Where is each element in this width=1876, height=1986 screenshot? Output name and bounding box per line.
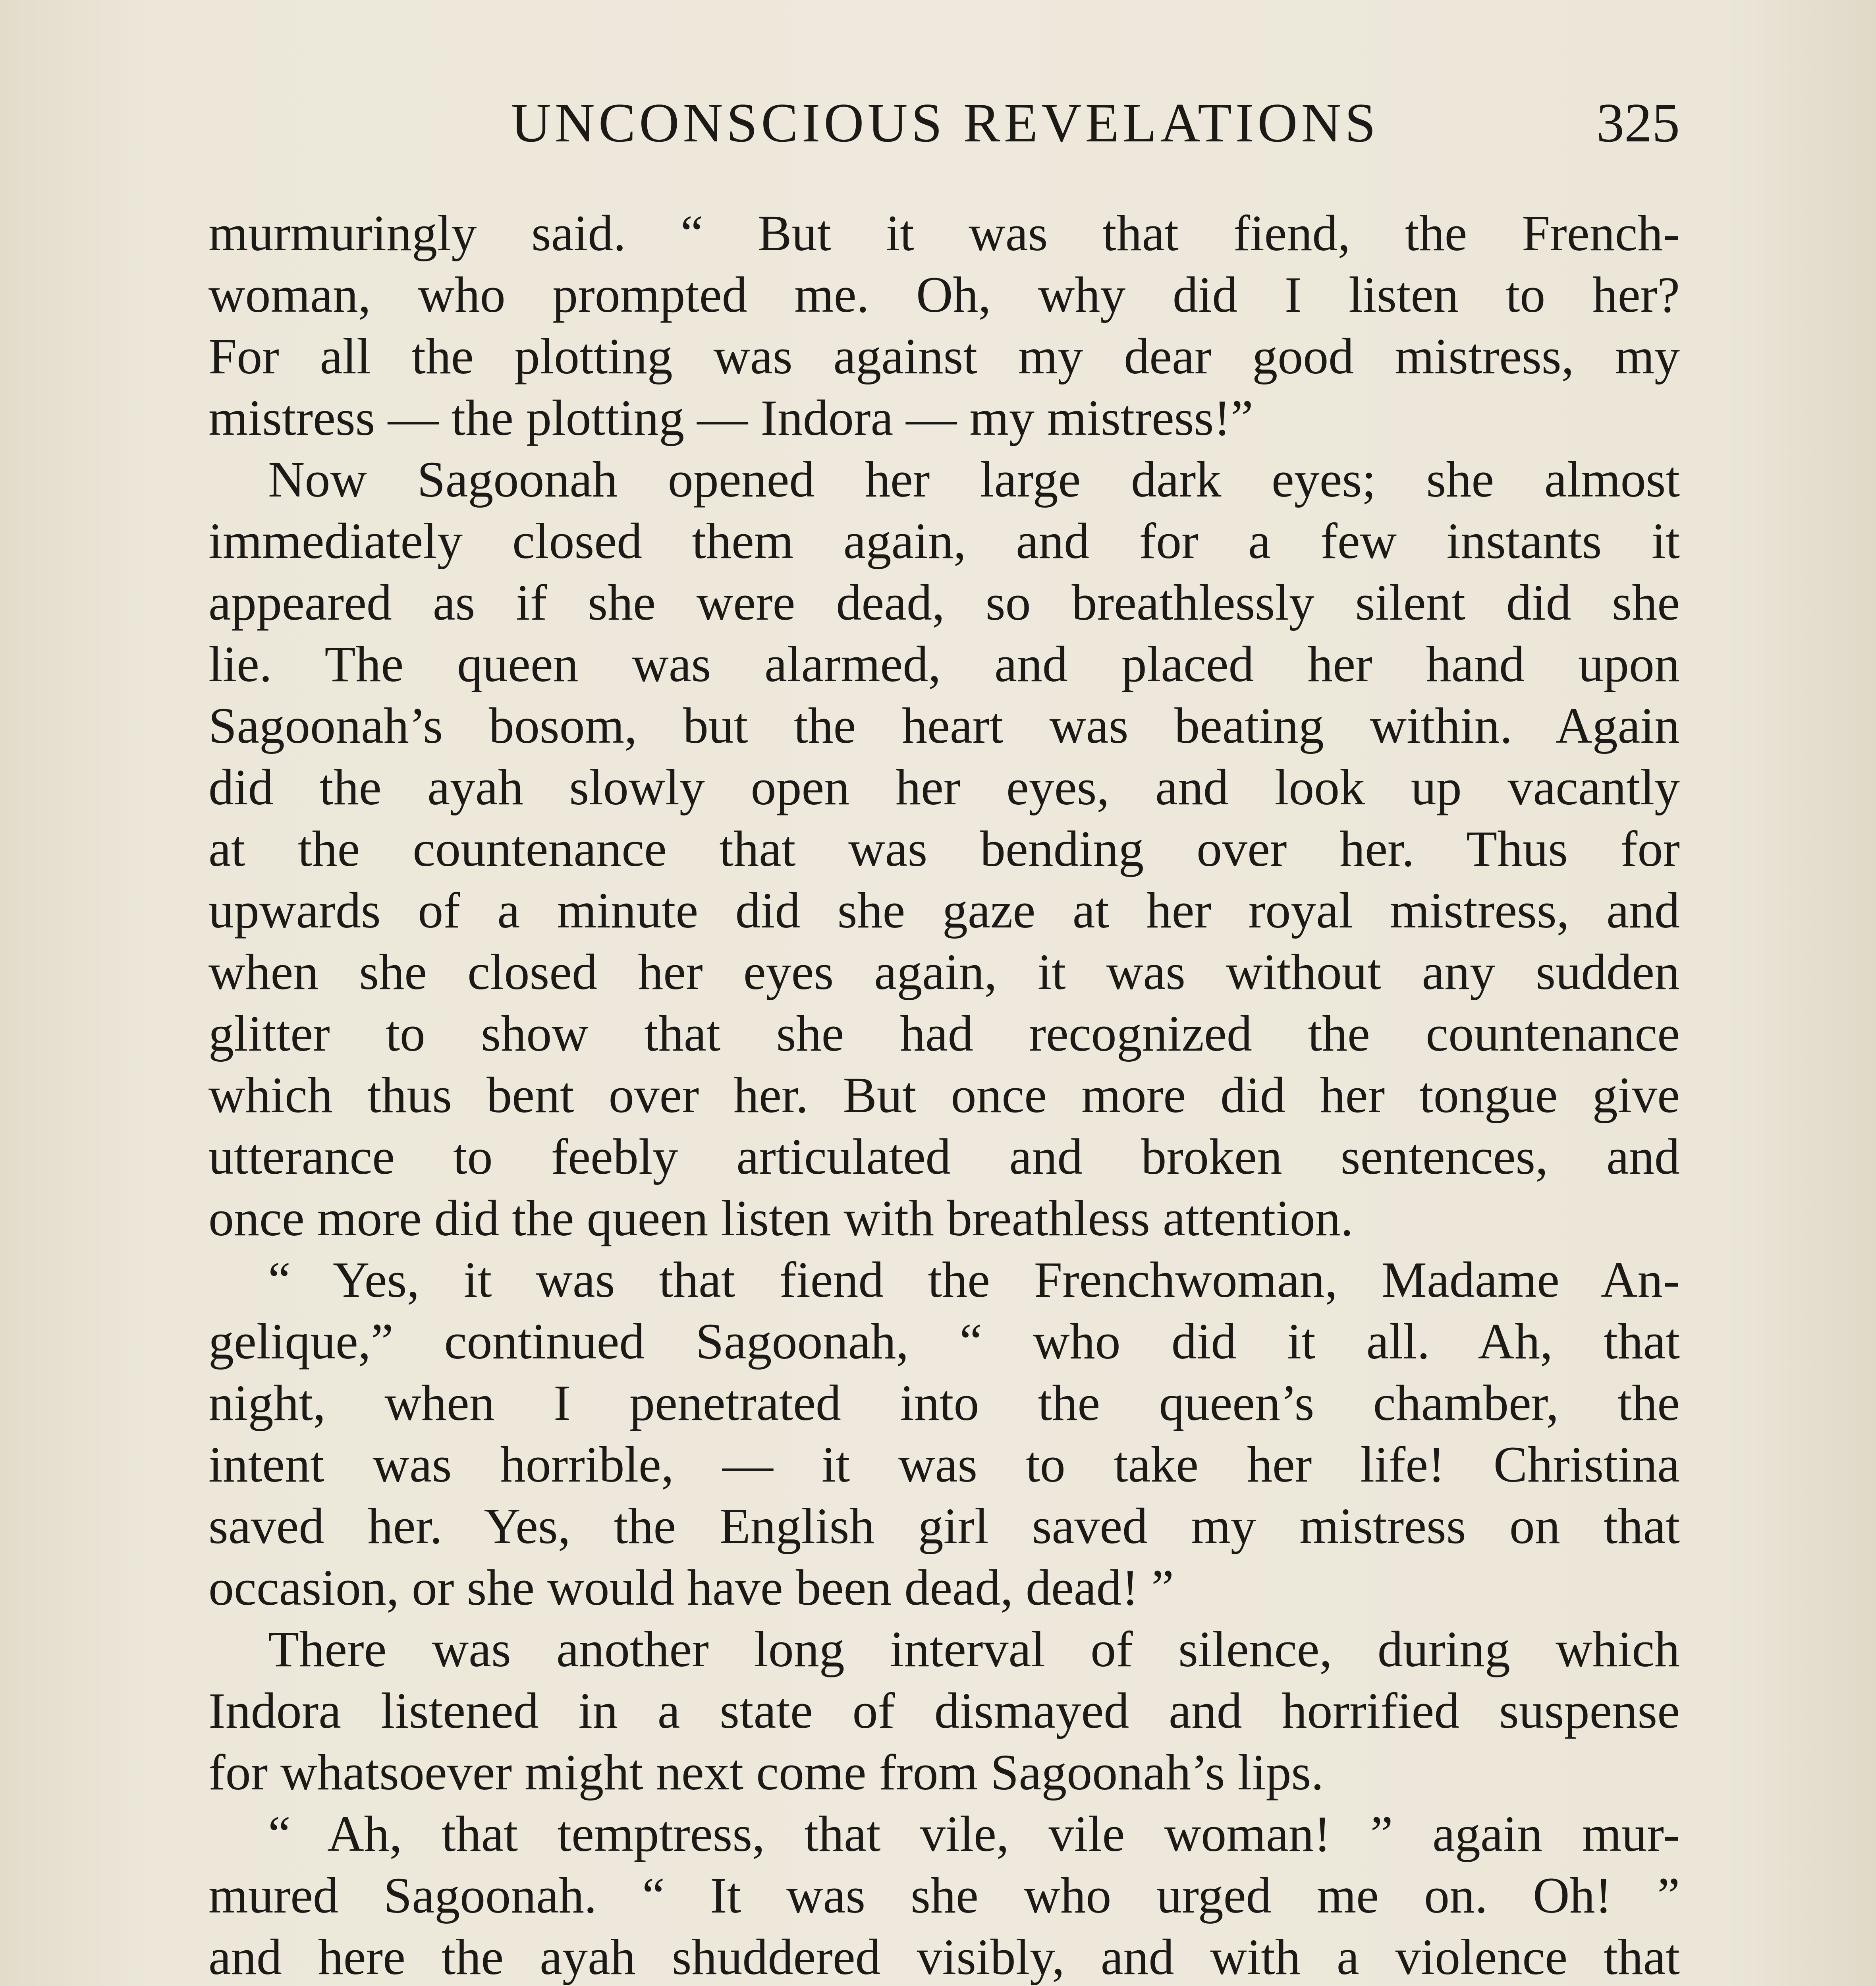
text-line: occasion, or she would have been dead, dead! ” <box>208 1559 1174 1616</box>
text-line: For all the plotting was against my dear good mistress, my <box>208 328 1680 384</box>
text-line: upwards of a minute did she gaze at her royal mistress, and <box>208 882 1680 939</box>
text-line: Now Sagoonah opened her large dark eyes; she almost <box>268 451 1680 508</box>
text-line: intent was horrible, — it was to take her life! Christina <box>208 1436 1680 1493</box>
text-line: saved her. Yes, the English girl saved my mistress on that <box>208 1498 1680 1554</box>
text-line: utterance to feebly articulated and broken sentences, and <box>208 1128 1680 1185</box>
text-line: appeared as if she were dead, so breathlessly silent did she <box>208 574 1680 631</box>
text-line: once more did the queen listen with breathless attention. <box>208 1190 1353 1246</box>
text-line: for whatsoever might next come from Sagoonah’s lips. <box>208 1744 1324 1801</box>
text-line: immediately closed them again, and for a few instants it <box>208 513 1680 569</box>
running-head <box>210 91 1680 155</box>
text-line: Sagoonah’s bosom, but the heart was beating within. Again <box>208 697 1680 754</box>
text-line: There was another long interval of silence, during which <box>268 1621 1680 1677</box>
text-line: woman, who prompted me. Oh, why did I listen to her? <box>208 267 1680 323</box>
text-line: when she closed her eyes again, it was without any sudden <box>208 944 1680 1000</box>
text-line: lie. The queen was alarmed, and placed her hand upon <box>208 636 1680 692</box>
text-line: glitter to show that she had recognized the countenance <box>208 1005 1680 1062</box>
page-number: 325 <box>1596 92 1680 154</box>
text-line: at the countenance that was bending over her. Thus for <box>208 821 1680 877</box>
text-line: Indora listened in a state of dismayed and horrified suspense <box>208 1683 1680 1739</box>
body-text <box>208 203 1680 1986</box>
text-line: and here the ayah shuddered visibly, and with a violence that <box>208 1929 1680 1985</box>
text-line: did the ayah slowly open her eyes, and look up vacantly <box>208 759 1680 815</box>
text-line: which thus bent over her. But once more did her tongue give <box>208 1067 1680 1123</box>
chapter-title: UNCONSCIOUS REVELATIONS <box>511 92 1380 154</box>
text-line: mistress — the plotting — Indora — my mistress!” <box>208 390 1253 446</box>
text-line: night, when I penetrated into the queen’s chamber, the <box>208 1375 1680 1431</box>
text-line: murmuringly said. “ But it was that fiend, the French- <box>208 205 1680 261</box>
text-line: mured Sagoonah. “ It was she who urged me on. Oh! ” <box>208 1867 1680 1924</box>
text-line: “ Ah, that temptress, that vile, vile woman! ” again mur- <box>268 1806 1680 1862</box>
text-line: “ Yes, it was that fiend the Frenchwoman, Madame An- <box>268 1252 1680 1308</box>
text-line: gelique,” continued Sagoonah, “ who did it all. Ah, that <box>208 1313 1680 1370</box>
